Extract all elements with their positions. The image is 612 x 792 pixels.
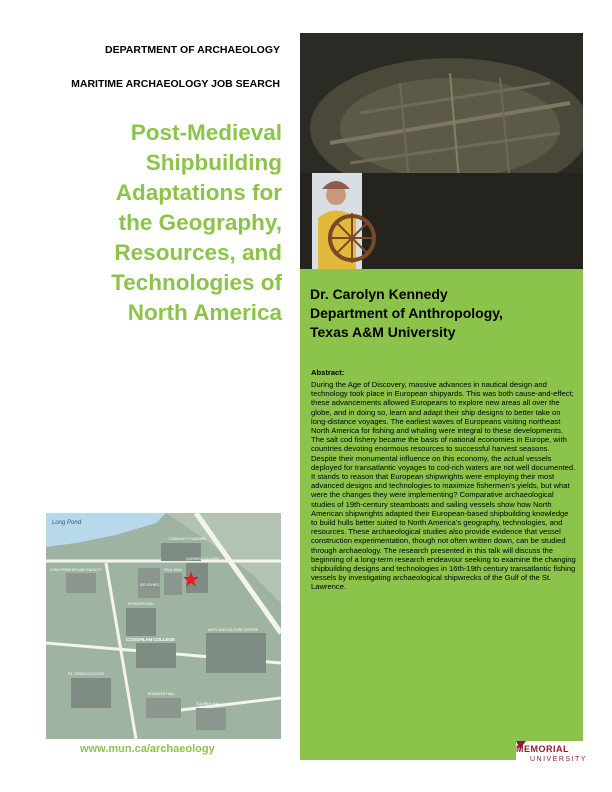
logo-name: MEMORIAL [516,744,569,754]
title-line: Shipbuilding [145,150,282,175]
coughlan-college-building [136,643,176,668]
title-line: Resources, and [114,240,282,265]
abstract-text: During the Age of Discovery, massive advances in nautical design and technology took place in European shipyards. This was both cause-and-effect; these advancements allowed Europeans to explore new areas all over the globe, and in doing so, learn and adapt their ship designs to better take on long-distance voyages. The earliest waves of Europeans visiting northeast North America for fishing and whaling were integral to these developments. The salt cod fishery became the basis of national economies in Europe, with countries devoting enormous resources to successful harvest seasons. Despite their monumental influence on this economy, the actual vessels deployed for transatlantic voyages to cod-rich waters are not well documented. It stands to reason that European shipwrights were employing their most advanced designs and technologies to maximize fishermen’s yields, but what were the changes they were implementing? Comparative archaeological studies of 19th-century steamboats and sailing vessels show how North American shipwrights adapted their European-based shipbuilding knowledge to build hulls better suited to North America’s geography, technologies, and resources. These archaeological studies also provide evidence that vessel construction experimentation, though not often written down, can be studied through archaeology. The research presented in this talk will discuss the beginning of a long-term research endeavour seeking to examine the changing shipbuilding designs and technologies in 16th-19th century transatlantic fishing vessels by investigating archaeological shipwrecks of the Gulf of the St. Lawrence. [311,380,576,592]
title-line: North America [127,300,282,325]
website-link[interactable]: www.mun.ca/archaeology [80,743,215,755]
title-line: Adaptations for [115,180,282,205]
map-label: COUGHLAN COLLEGE [126,637,175,642]
speaker-block [310,285,503,342]
abstract-label: Abstract: [311,368,345,377]
job-search-heading: MARITIME ARCHAEOLOGY JOB SEARCH [71,78,280,90]
title-line: Post-Medieval [130,120,282,145]
speaker-name: Dr. Carolyn Kennedy [310,286,448,302]
squires-hall-building [196,708,226,730]
department-heading: DEPARTMENT OF ARCHAEOLOGY [105,44,280,56]
title-line: Technologies of [111,270,282,295]
map-label: ST. JOHN'S COLLEGE [68,672,105,676]
map-label: ARTS AND CULTURE CENTRE [208,628,259,632]
left-column [0,0,300,792]
map-label: PAUL HALL [164,568,183,572]
title-line: the Geography, [118,210,282,235]
speaker-department: Department of Anthropology, [310,305,503,321]
bowater-hall-building [146,698,181,718]
talk-title [20,118,282,328]
campus-map-drawing [46,513,281,739]
map-label: Long Pond [52,520,82,526]
map-label: BOWATER HALL [148,692,176,696]
speaker-university: Texas A&M University [310,324,456,340]
map-label: SQUIRES HALL [196,702,222,706]
logo-sub: UNIVERSITY [530,756,588,763]
spencer-hall-building [126,608,156,636]
map-label: SPENCER HALL [128,602,155,606]
campus-map [46,513,281,739]
shipwreck-photo [300,33,583,269]
shipwreck-photo-drawing [300,33,583,269]
map-label: LONG POND SPLASH FACILITY [50,568,102,572]
map-label: SIR JOHN'S [140,583,160,587]
arts-culture-building [206,633,266,673]
map-label: COMMUNITY GARDEN [168,537,206,541]
map-label: QUEEN'S COLLEGE [186,557,219,561]
st-johns-college-building [71,678,111,708]
